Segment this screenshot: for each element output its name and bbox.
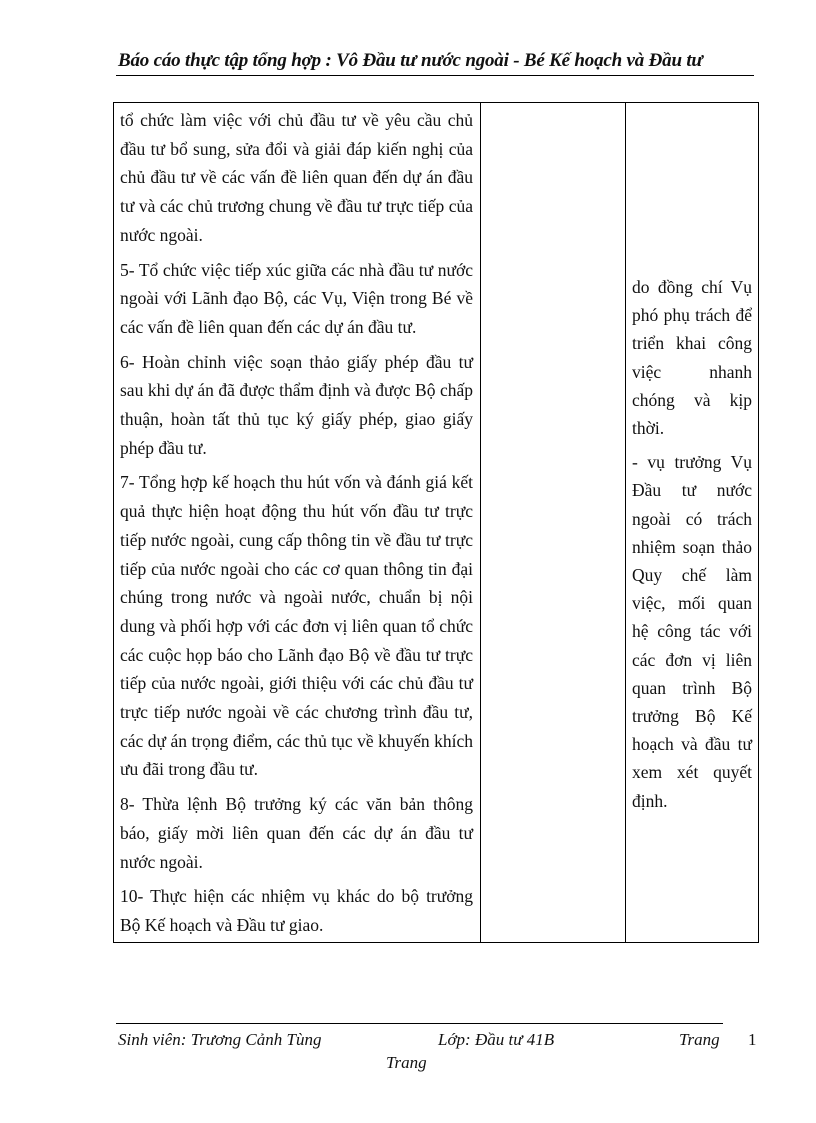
page-header-title: Báo cáo thực tập tổng hợp : Vô Đầu tư nước ngoài - Bé Kế hoạch và Đầu tư xyxy=(118,50,703,71)
note-paragraph: - vụ trưởng Vụ Đầu tư nước ngoài có trách nhiệm soạn thảo Quy chế làm việc, mối quan hệ công tác với các đơn vị liên quan trình Bộ trưởng Bộ Kế hoạch và đầu tư xem xét quyết định. xyxy=(632,452,752,811)
duty-paragraph: tổ chức làm việc với chủ đầu tư về yêu cầu chủ đầu tư bổ sung, sửa đổi và giải đáp kiến nghị của chủ đầu tư về các vấn đề liên quan đến dự án đầu tư và các chủ trương chung về đầu tư trực tiếp của nước ngoài. xyxy=(120,110,473,245)
table-cell-empty xyxy=(481,103,626,943)
footer-class: Lớp: Đầu tư 41B xyxy=(438,1030,555,1049)
note-paragraph: do đồng chí Vụ phó phụ trách để triển khai công việc nhanh chóng và kịp thời. xyxy=(632,277,752,439)
duty-paragraph: 10- Thực hiện các nhiệm vụ khác do bộ trưởng Bộ Kế hoạch và Đầu tư giao. xyxy=(120,886,473,935)
duty-paragraph: 6- Hoàn chỉnh việc soạn thảo giấy phép đầu tư sau khi dự án đã được thẩm định và được Bộ chấp thuận, hoàn tất thủ tục ký giấy phép, giao giấy phép đầu tư. xyxy=(120,351,473,458)
footer-student: Sinh viên: Trương Cảnh Tùng xyxy=(118,1030,322,1049)
footer-page-label-2: Trang xyxy=(386,1053,427,1072)
content-table xyxy=(113,102,759,943)
table-cell-notes xyxy=(626,103,759,943)
footer-page-label: Trang xyxy=(679,1030,720,1049)
footer-page-number: 1 xyxy=(748,1030,757,1049)
duty-paragraph: 7- Tổng hợp kế hoạch thu hút vốn và đánh giá kết quả thực hiện hoạt động thu hút vốn đầu tư trực tiếp nước ngoài, cung cấp thông tin về đầu tư trực tiếp của nước ngoài cho các cơ quan thông tin đại chúng trong nước và ngoài nước, chuẩn bị nội dung và phối hợp với các đơn vị liên quan tổ chức các cuộc họp báo cho Lãnh đạo Bộ về đầu tư trực tiếp của nước ngoài, giới thiệu với các chủ đầu tư trực tiếp nước ngoài về các chương trình đầu tư, các dự án trọng điểm, các thủ tục về khuyến khích ưu đãi trong đầu tư. xyxy=(120,472,473,780)
table-row xyxy=(114,103,759,943)
header-divider xyxy=(116,75,754,76)
duty-paragraph: 5- Tổ chức việc tiếp xúc giữa các nhà đầu tư nước ngoài với Lãnh đạo Bộ, các Vụ, Viện trong Bé về các vấn đề liên quan đến các dự án đầu tư. xyxy=(120,259,473,337)
footer-divider xyxy=(116,1023,723,1024)
duty-paragraph: 8- Thừa lệnh Bộ trưởng ký các văn bản thông báo, giấy mời liên quan đến các dự án đầu tư nước ngoài. xyxy=(120,794,473,872)
table-cell-duties xyxy=(114,103,481,943)
